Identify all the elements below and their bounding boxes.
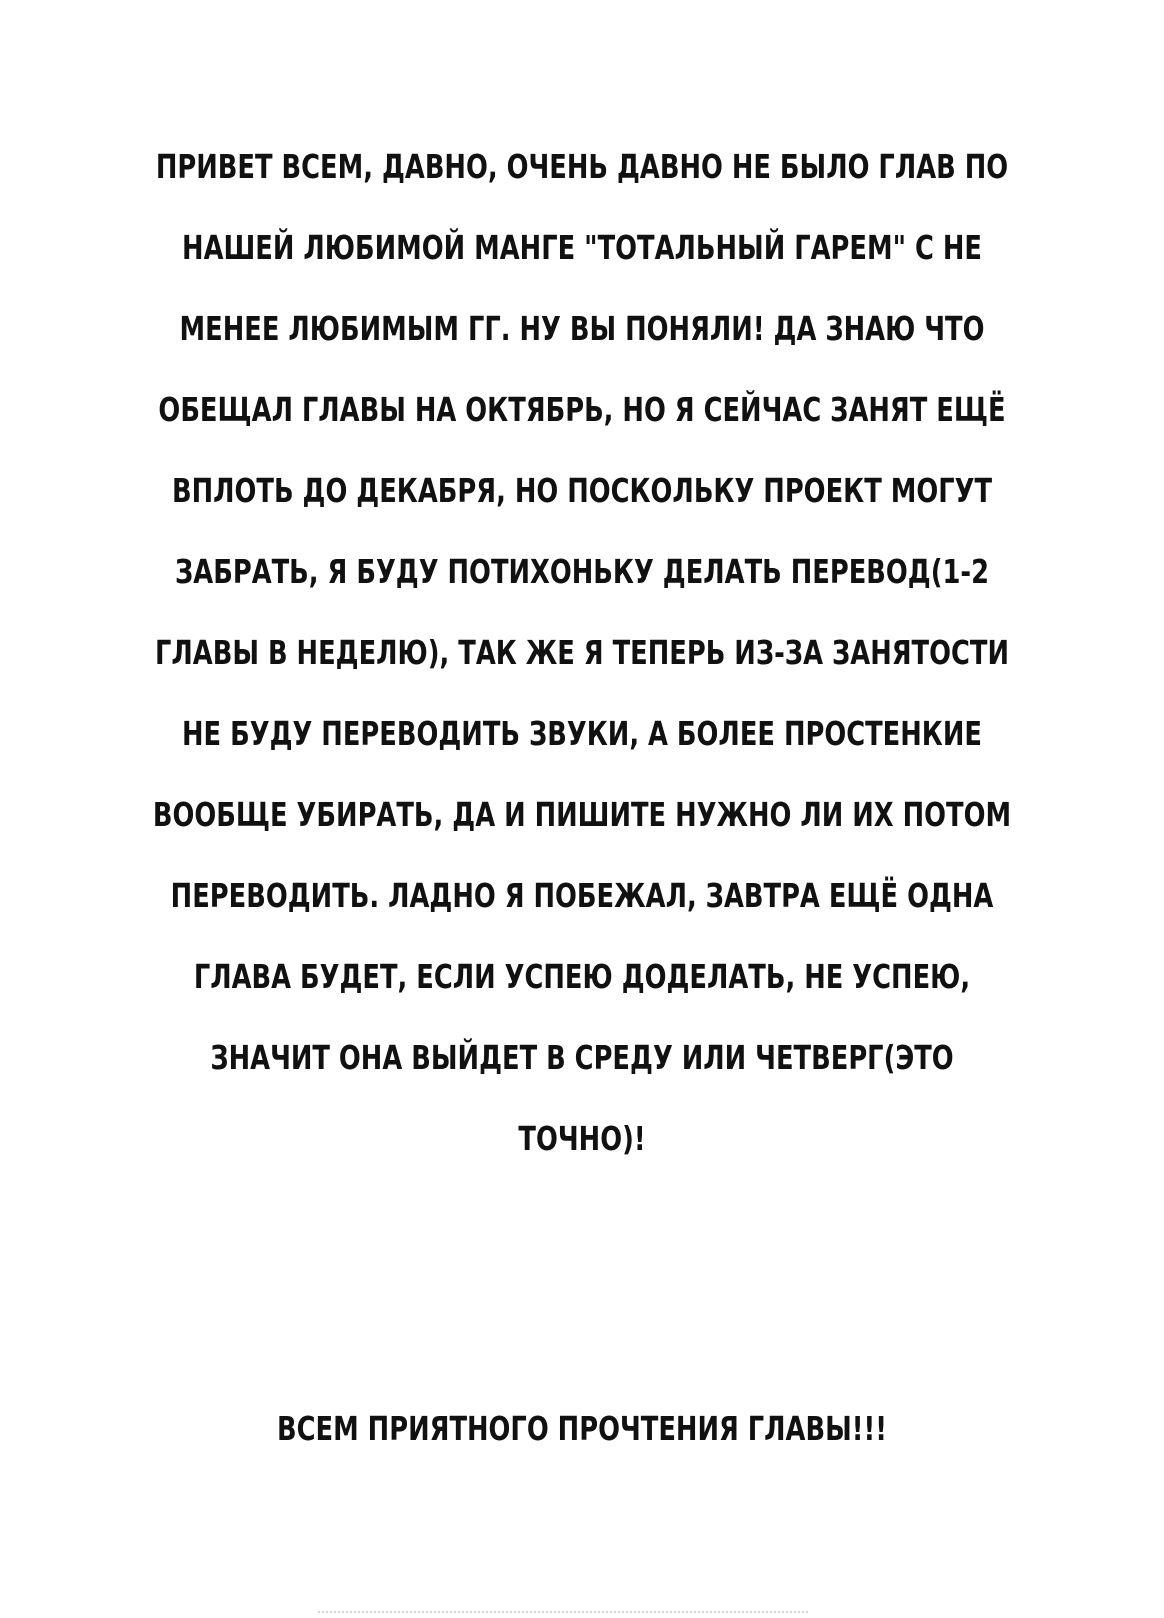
note-line: ЗНАЧИТ ОНА ВЫЙДЕТ В СРЕДУ ИЛИ ЧЕТВЕРГ(ЭТО	[210, 1038, 954, 1077]
note-line: ГЛАВЫ В НЕДЕЛЮ), ТАК ЖЕ Я ТЕПЕРЬ ИЗ-ЗА ЗАНЯТОСТИ	[155, 633, 1009, 672]
note-line: ТОЧНО)!	[518, 1119, 646, 1158]
note-line: ВПЛОТЬ ДО ДЕКАБРЯ, НО ПОСКОЛЬКУ ПРОЕКТ МОГУТ	[171, 471, 993, 510]
translator-note	[20, 126, 1144, 1179]
note-line: ОБЕЩАЛ ГЛАВЫ НА ОКТЯБРЬ, НО Я СЕЙЧАС ЗАНЯТ ЕЩЁ	[158, 390, 1006, 429]
note-line: ПЕРЕВОДИТЬ. ЛАДНО Я ПОБЕЖАЛ, ЗАВТРА ЕЩЁ ОДНА	[170, 876, 994, 915]
closing-line: ВСЕМ ПРИЯТНОГО ПРОЧТЕНИЯ ГЛАВЫ!!!	[277, 1409, 887, 1448]
note-line: НАШЕЙ ЛЮБИМОЙ МАНГЕ "ТОТАЛЬНЫЙ ГАРЕМ" С НЕ	[182, 228, 982, 267]
note-line: ВООБЩЕ УБИРАТЬ, ДА И ПИШИТЕ НУЖНО ЛИ ИХ ПОТОМ	[152, 795, 1012, 834]
bottom-edge-artifact	[318, 1611, 808, 1616]
note-line: НЕ БУДУ ПЕРЕВОДИТЬ ЗВУКИ, А БОЛЕЕ ПРОСТЕНКИЕ	[182, 714, 982, 753]
note-line: ГЛАВА БУДЕТ, ЕСЛИ УСПЕЮ ДОДЕЛАТЬ, НЕ УСПЕЮ,	[193, 957, 971, 996]
note-line: ПРИВЕТ ВСЕМ, ДАВНО, ОЧЕНЬ ДАВНО НЕ БЫЛО ГЛАВ ПО	[155, 147, 1009, 186]
note-line: ЗАБРАТЬ, Я БУДУ ПОТИХОНЬКУ ДЕЛАТЬ ПЕРЕВОД(1-2	[175, 552, 989, 591]
note-line: МЕНЕЕ ЛЮБИМЫМ ГГ. НУ ВЫ ПОНЯЛИ! ДА ЗНАЮ ЧТО	[179, 309, 985, 348]
